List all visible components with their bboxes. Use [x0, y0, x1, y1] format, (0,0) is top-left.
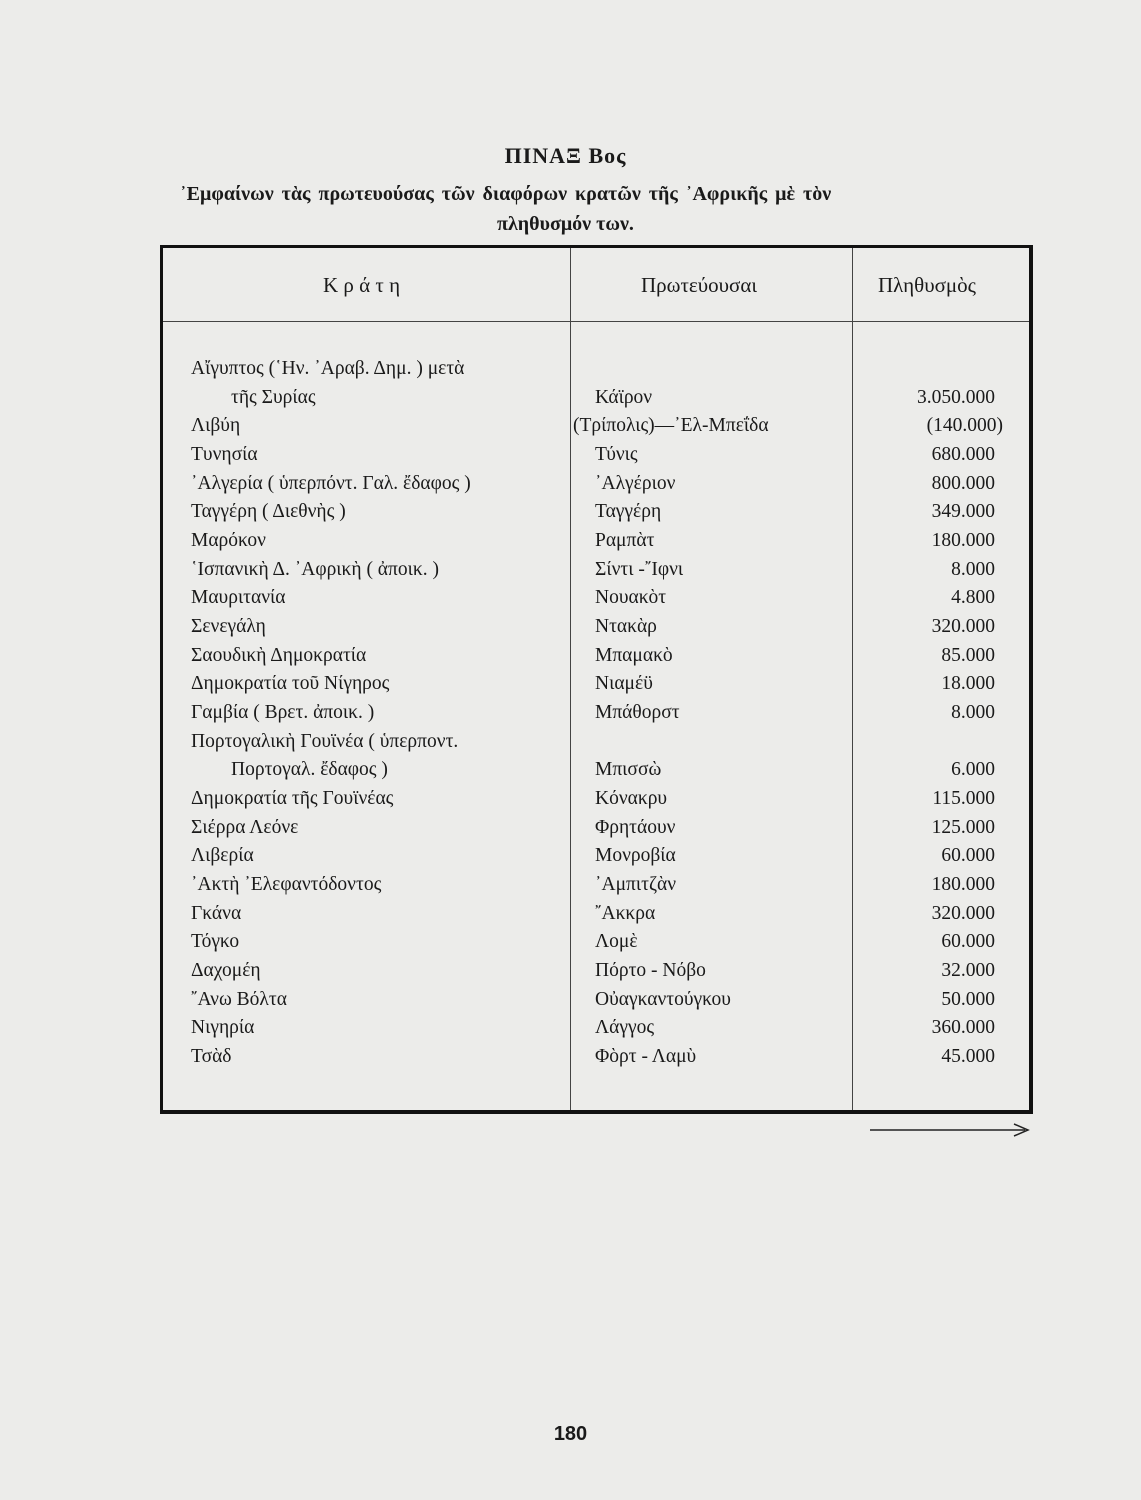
population-cell: 8.000	[951, 702, 995, 724]
country-cell: Τόγκο	[191, 931, 240, 953]
capital-cell: Λάγγος	[595, 1017, 655, 1039]
capital-cell: Πόρτο - Νόβο	[595, 960, 706, 982]
country-cell: ᾿Αλγερία ( ὑπερπόντ. Γαλ. ἔδαφος )	[191, 472, 471, 494]
country-cell: Τυνησία	[191, 444, 258, 465]
population-cell: 50.000	[941, 988, 995, 1010]
column-divider	[570, 248, 571, 1110]
country-cell: Νιγηρία	[191, 1017, 255, 1039]
header-divider	[163, 321, 1029, 322]
population-cell: 680.000	[931, 444, 995, 465]
capital-cell: Μπισσὼ	[595, 759, 662, 781]
population-cell: 60.000	[941, 931, 995, 953]
capital-cell: Τύνις	[595, 444, 638, 465]
country-cell: ᾿Ακτὴ ᾿Ελεφαντόδοντος	[191, 874, 382, 896]
population-cell: 3.050.000	[917, 386, 995, 408]
population-cell: 45.000	[941, 1046, 995, 1068]
table-subtitle: ᾿Εμφαίνων τὰς πρωτευούσας τῶν διαφόρων κρατῶν τῆς ᾿Αφρικῆς μὲ τὸν	[180, 183, 832, 205]
country-cell: Πορτογαλικὴ Γουϊνέα ( ὑπερποντ.	[191, 730, 459, 752]
country-cell: Σιέρρα Λεόνε	[191, 816, 299, 838]
country-cell: ῾Ισπανικὴ Δ. ᾿Αφρικὴ ( ἀποικ. )	[191, 558, 439, 580]
population-cell: 6.000	[951, 759, 995, 781]
capital-cell: Νουακὸτ	[595, 587, 667, 609]
country-cell: Τσὰδ	[191, 1046, 232, 1068]
capital-cell: Μονροβία	[595, 845, 676, 867]
column-header-capitals: Πρωτεύουσαι	[641, 273, 757, 297]
capital-cell: (Τρίπολις)—᾿Ελ-Μπεΐδα	[573, 415, 769, 437]
country-cell: Λιβερία	[191, 845, 254, 867]
country-cell: Σενεγάλη	[191, 616, 266, 638]
population-cell: 8.000	[951, 558, 995, 580]
population-cell: 360.000	[931, 1017, 995, 1039]
capital-cell: Ραμπὰτ	[595, 530, 655, 552]
country-cell: Ταγγέρη ( Διεθνὴς )	[191, 501, 346, 523]
country-cell-continued: Πορτογαλ. ἔδαφος )	[231, 759, 388, 781]
capital-cell: Σίντι -῎Ιφνι	[595, 558, 684, 580]
capital-cell: Φὸρτ - Λαμὺ	[595, 1046, 697, 1068]
column-header-states: Κ ρ ά τ η	[323, 273, 401, 297]
country-cell: Σαουδικὴ Δημοκρατία	[191, 644, 367, 666]
population-cell: 32.000	[941, 960, 995, 982]
population-cell: 180.000	[931, 874, 995, 896]
country-cell: ῎Ανω Βόλτα	[191, 988, 287, 1010]
capital-cell: ῎Ακκρα	[595, 902, 656, 924]
population-cell: 800.000	[931, 472, 995, 494]
population-cell: 85.000	[941, 644, 995, 666]
country-cell: Μαρόκον	[191, 530, 267, 552]
capital-cell: ᾿Αλγέριον	[595, 472, 676, 494]
country-cell-continued: τῆς Συρίας	[231, 386, 316, 408]
country-cell: Αἴγυπτος (῾Ην. ᾿Αραβ. Δημ. ) μετὰ	[191, 358, 465, 379]
country-cell: Λιβύη	[191, 415, 241, 437]
country-cell: Μαυριτανία	[191, 587, 286, 609]
population-cell: 125.000	[931, 816, 995, 838]
table-title	[0, 143, 1141, 169]
capital-cell: Φρητάουν	[595, 816, 676, 838]
population-cell: 320.000	[931, 616, 995, 638]
table-title-text: ΠΙΝΑΞ Βος	[504, 143, 627, 168]
population-cell: 349.000	[931, 501, 995, 523]
country-cell: Γαμβία ( Βρετ. ἀποικ. )	[191, 702, 375, 724]
capital-cell: Οὐαγκαντούγκου	[595, 988, 731, 1010]
capital-cell: Νιαμέϋ	[595, 673, 653, 695]
population-cell: 115.000	[932, 788, 995, 810]
population-cell: 4.800	[951, 587, 995, 609]
capital-cell: ᾿Αμπιτζὰν	[595, 874, 677, 896]
capital-cell: Λομὲ	[595, 931, 638, 953]
population-cell: (140.000)	[926, 415, 1003, 437]
country-cell: Δημοκρατία τῆς Γουϊνέας	[191, 788, 394, 810]
table-subtitle-continued: πληθυσμόν των.	[497, 213, 634, 235]
capital-cell: Ντακὰρ	[595, 616, 657, 638]
continue-arrow-icon	[870, 1122, 1030, 1138]
population-cell: 60.000	[941, 845, 995, 867]
capitals-table	[160, 245, 1033, 1114]
capital-cell: Κόνακρυ	[595, 788, 668, 810]
capital-cell: Μπαμακὸ	[595, 644, 673, 666]
capital-cell: Μπάθορστ	[595, 702, 680, 724]
column-header-population: Πληθυσμὸς	[878, 273, 976, 297]
country-cell: Δημοκρατία τοῦ Νίγηρος	[191, 673, 390, 695]
population-cell: 180.000	[931, 530, 995, 552]
capital-cell: Κάϊρον	[595, 386, 653, 408]
country-cell: Δαχομέη	[191, 960, 261, 982]
population-cell: 320.000	[931, 902, 995, 924]
capital-cell: Ταγγέρη	[595, 501, 662, 523]
population-cell: 18.000	[941, 673, 995, 695]
page-number: 180	[553, 1423, 588, 1445]
country-cell: Γκάνα	[191, 902, 242, 924]
